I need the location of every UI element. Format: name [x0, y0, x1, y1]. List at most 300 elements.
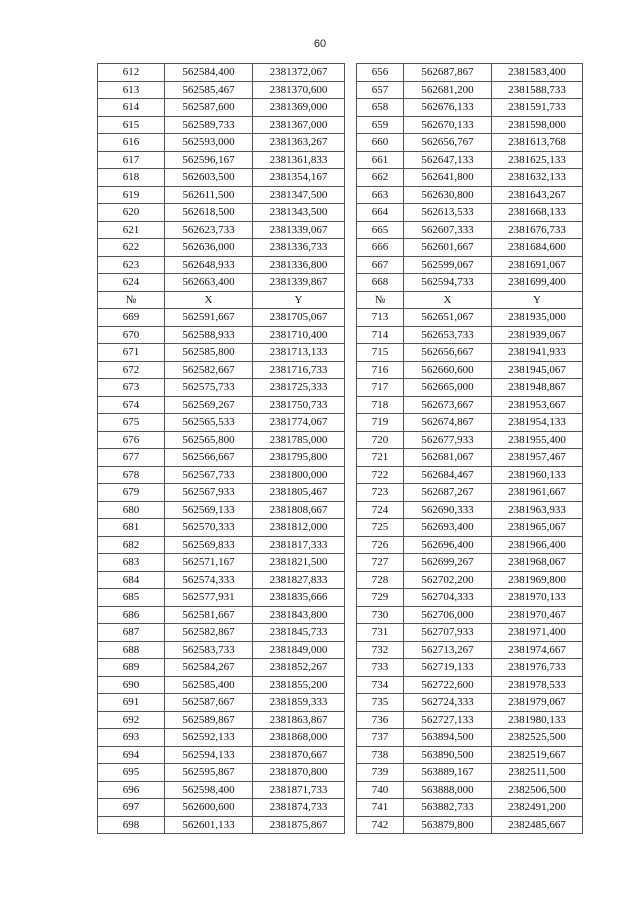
page-number: 60	[313, 38, 327, 50]
point-number-cell: 698	[98, 816, 165, 834]
point-number-cell: 730	[357, 606, 404, 624]
y-coordinate-cell: 2381800,000	[253, 466, 345, 484]
point-number-cell: 667	[357, 256, 404, 274]
table-row	[357, 396, 583, 414]
point-number-cell: 692	[98, 711, 165, 729]
point-number-cell: 687	[98, 624, 165, 642]
y-coordinate-cell: 2381699,400	[492, 274, 583, 292]
point-number-cell: 677	[98, 449, 165, 467]
point-number-cell: 678	[98, 466, 165, 484]
y-coordinate-cell: 2381676,733	[492, 221, 583, 239]
x-coordinate-cell: 562584,400	[165, 64, 253, 82]
y-coordinate-cell: 2381870,800	[253, 764, 345, 782]
point-number-cell: 724	[357, 501, 404, 519]
y-coordinate-cell: 2381367,000	[253, 116, 345, 134]
x-coordinate-cell: 562681,067	[404, 449, 492, 467]
point-number-cell: 685	[98, 589, 165, 607]
point-number-cell: 669	[98, 309, 165, 327]
point-number-cell: 673	[98, 379, 165, 397]
table-row	[98, 116, 345, 134]
table-row	[98, 466, 345, 484]
x-coordinate-cell: 562653,733	[404, 326, 492, 344]
point-number-cell: 657	[357, 81, 404, 99]
y-coordinate-cell: 2381965,067	[492, 519, 583, 537]
y-coordinate-cell: 2381725,333	[253, 379, 345, 397]
x-coordinate-cell: 562673,667	[404, 396, 492, 414]
x-coordinate-cell: 562613,533	[404, 204, 492, 222]
table-row	[98, 379, 345, 397]
x-coordinate-cell: 562570,333	[165, 519, 253, 537]
x-coordinate-cell: 562687,867	[404, 64, 492, 82]
table-row	[98, 239, 345, 257]
table-row	[357, 694, 583, 712]
table-row	[357, 326, 583, 344]
y-coordinate-cell: 2381684,600	[492, 239, 583, 257]
x-coordinate-cell: 562660,600	[404, 361, 492, 379]
x-coordinate-cell: 562569,267	[165, 396, 253, 414]
table-row	[357, 484, 583, 502]
y-coordinate-cell: 2381874,733	[253, 799, 345, 817]
y-coordinate-cell: 2381336,800	[253, 256, 345, 274]
table-row	[98, 256, 345, 274]
x-coordinate-cell: 562684,467	[404, 466, 492, 484]
point-number-cell: 726	[357, 536, 404, 554]
y-coordinate-cell: 2381805,467	[253, 484, 345, 502]
y-coordinate-cell: 2381713,133	[253, 344, 345, 362]
point-number-cell: 733	[357, 659, 404, 677]
x-coordinate-cell: 562713,267	[404, 641, 492, 659]
table-row	[357, 361, 583, 379]
coordinates-tables	[97, 63, 583, 834]
table-row	[98, 344, 345, 362]
x-coordinate-cell: 562603,500	[165, 169, 253, 187]
y-coordinate-cell: 2381363,267	[253, 134, 345, 152]
x-coordinate-cell: 562582,667	[165, 361, 253, 379]
table-row	[357, 536, 583, 554]
table-row	[98, 606, 345, 624]
y-coordinate-cell: 2381774,067	[253, 414, 345, 432]
x-coordinate-cell: 562690,333	[404, 501, 492, 519]
y-coordinate-cell: 2381369,000	[253, 99, 345, 117]
x-coordinate-cell: 562577,931	[165, 589, 253, 607]
y-coordinate-cell: 2381871,733	[253, 781, 345, 799]
table-row	[98, 449, 345, 467]
table-row	[357, 554, 583, 572]
y-coordinate-cell: 2381613,768	[492, 134, 583, 152]
y-coordinate-cell: 2381868,000	[253, 729, 345, 747]
table-row	[98, 624, 345, 642]
table-row	[357, 344, 583, 362]
y-coordinate-cell: 2381835,666	[253, 589, 345, 607]
x-coordinate-cell: 562581,667	[165, 606, 253, 624]
table-row	[98, 151, 345, 169]
table-row	[98, 309, 345, 327]
table-row	[98, 186, 345, 204]
x-coordinate-cell: 562693,400	[404, 519, 492, 537]
y-coordinate-cell: 2381955,400	[492, 431, 583, 449]
y-coordinate-cell: 2381945,067	[492, 361, 583, 379]
point-number-cell: 727	[357, 554, 404, 572]
table-row	[357, 729, 583, 747]
point-number-cell: 681	[98, 519, 165, 537]
x-coordinate-cell: 562574,333	[165, 571, 253, 589]
point-number-cell: 713	[357, 309, 404, 327]
y-coordinate-cell: 2381795,800	[253, 449, 345, 467]
x-coordinate-cell: 562641,800	[404, 169, 492, 187]
point-number-cell: 676	[98, 431, 165, 449]
point-number-cell: 740	[357, 781, 404, 799]
x-coordinate-cell: 562589,867	[165, 711, 253, 729]
table-row	[98, 711, 345, 729]
point-number-cell: 621	[98, 221, 165, 239]
point-number-cell: 663	[357, 186, 404, 204]
point-number-cell: 680	[98, 501, 165, 519]
point-number-cell: 617	[98, 151, 165, 169]
y-coordinate-cell: 2381591,733	[492, 99, 583, 117]
y-coordinate-cell: 2381948,867	[492, 379, 583, 397]
y-coordinate-cell: 2381361,833	[253, 151, 345, 169]
y-coordinate-cell: 2381583,400	[492, 64, 583, 82]
point-number-cell: 717	[357, 379, 404, 397]
y-coordinate-cell: 2381859,333	[253, 694, 345, 712]
table-header-row	[98, 291, 345, 309]
table-row	[98, 799, 345, 817]
point-number-cell: 735	[357, 694, 404, 712]
table-row	[98, 519, 345, 537]
y-coordinate-cell: 2381970,467	[492, 606, 583, 624]
y-coordinate-cell: 2381588,733	[492, 81, 583, 99]
x-coordinate-cell: 562589,733	[165, 116, 253, 134]
table-row	[98, 729, 345, 747]
x-coordinate-cell: 562676,133	[404, 99, 492, 117]
x-coordinate-cell: 562591,667	[165, 309, 253, 327]
point-number-cell: 672	[98, 361, 165, 379]
point-number-cell: 741	[357, 799, 404, 817]
y-coordinate-cell: 2381852,267	[253, 659, 345, 677]
y-coordinate-cell: 2381817,333	[253, 536, 345, 554]
x-coordinate-cell: 562601,667	[404, 239, 492, 257]
point-number-cell: 739	[357, 764, 404, 782]
y-coordinate-cell: 2381843,800	[253, 606, 345, 624]
table-row	[357, 816, 583, 834]
y-coordinate-cell: 2382491,200	[492, 799, 583, 817]
y-coordinate-cell: 2381625,133	[492, 151, 583, 169]
x-coordinate-cell: 562594,133	[165, 746, 253, 764]
point-number-cell: 658	[357, 99, 404, 117]
y-coordinate-cell: 2381954,133	[492, 414, 583, 432]
y-coordinate-cell: 2381845,733	[253, 624, 345, 642]
point-number-cell: 613	[98, 81, 165, 99]
table-row	[98, 99, 345, 117]
y-coordinate-cell: 2381849,000	[253, 641, 345, 659]
table-row	[357, 519, 583, 537]
y-coordinate-cell: 2381957,467	[492, 449, 583, 467]
x-coordinate-cell: 562630,800	[404, 186, 492, 204]
y-coordinate-cell: 2382511,500	[492, 764, 583, 782]
table-row	[98, 764, 345, 782]
point-number-cell: 723	[357, 484, 404, 502]
table-row	[357, 781, 583, 799]
table-row	[357, 151, 583, 169]
y-coordinate-cell: 2381354,167	[253, 169, 345, 187]
point-number-cell: 732	[357, 641, 404, 659]
point-number-cell: 659	[357, 116, 404, 134]
x-coordinate-cell: 562571,167	[165, 554, 253, 572]
table-row	[98, 431, 345, 449]
y-coordinate-cell: 2381870,667	[253, 746, 345, 764]
y-coordinate-cell: 2381863,867	[253, 711, 345, 729]
table-row	[357, 501, 583, 519]
y-coordinate-cell: 2381968,067	[492, 554, 583, 572]
point-number-cell: 616	[98, 134, 165, 152]
y-coordinate-cell: 2381978,533	[492, 676, 583, 694]
table-row	[357, 379, 583, 397]
point-number-cell: 666	[357, 239, 404, 257]
point-number-cell: 675	[98, 414, 165, 432]
point-number-cell: 670	[98, 326, 165, 344]
x-coordinate-cell: 562587,600	[165, 99, 253, 117]
point-number-cell: 660	[357, 134, 404, 152]
y-coordinate-cell: 2381710,400	[253, 326, 345, 344]
point-number-cell: 742	[357, 816, 404, 834]
point-number-cell: 731	[357, 624, 404, 642]
x-coordinate-cell: 562582,867	[165, 624, 253, 642]
x-coordinate-cell: 562595,867	[165, 764, 253, 782]
x-coordinate-cell: 562719,133	[404, 659, 492, 677]
x-coordinate-cell: 563889,167	[404, 764, 492, 782]
point-number-cell: 695	[98, 764, 165, 782]
x-coordinate-cell: 562599,067	[404, 256, 492, 274]
x-coordinate-cell: 562569,133	[165, 501, 253, 519]
table-row	[357, 799, 583, 817]
x-coordinate-cell: 562585,467	[165, 81, 253, 99]
point-number-cell: 615	[98, 116, 165, 134]
table-row	[98, 204, 345, 222]
y-coordinate-cell: 2381855,200	[253, 676, 345, 694]
table-row	[98, 484, 345, 502]
x-coordinate-cell: 562677,933	[404, 431, 492, 449]
x-coordinate-cell: 562584,267	[165, 659, 253, 677]
point-number-cell: 668	[357, 274, 404, 292]
y-coordinate-cell: 2381941,933	[492, 344, 583, 362]
x-coordinate-cell: 562656,667	[404, 344, 492, 362]
x-coordinate-cell: 562593,000	[165, 134, 253, 152]
point-number-cell: 734	[357, 676, 404, 694]
y-coordinate-cell: 2381966,400	[492, 536, 583, 554]
table-row	[98, 396, 345, 414]
point-number-cell: 671	[98, 344, 165, 362]
point-number-cell: №	[98, 291, 165, 309]
point-number-cell: 718	[357, 396, 404, 414]
table-row	[98, 274, 345, 292]
x-coordinate-cell: 562565,533	[165, 414, 253, 432]
y-coordinate-cell: 2381785,000	[253, 431, 345, 449]
y-coordinate-cell: Y	[492, 291, 583, 309]
table-row	[98, 536, 345, 554]
table-row	[98, 221, 345, 239]
table-row	[357, 659, 583, 677]
point-number-cell: 722	[357, 466, 404, 484]
point-number-cell: 622	[98, 239, 165, 257]
point-number-cell: 714	[357, 326, 404, 344]
y-coordinate-cell: 2382519,667	[492, 746, 583, 764]
table-row	[98, 414, 345, 432]
table-row	[98, 589, 345, 607]
y-coordinate-cell: 2381343,500	[253, 204, 345, 222]
table-row	[357, 81, 583, 99]
y-coordinate-cell: 2381935,000	[492, 309, 583, 327]
x-coordinate-cell: 562601,133	[165, 816, 253, 834]
y-coordinate-cell: 2381961,667	[492, 484, 583, 502]
x-coordinate-cell: 563894,500	[404, 729, 492, 747]
table-row	[98, 169, 345, 187]
table-row	[357, 64, 583, 82]
coordinates-table-left	[97, 63, 345, 834]
x-coordinate-cell: 562647,133	[404, 151, 492, 169]
x-coordinate-cell: 562681,200	[404, 81, 492, 99]
y-coordinate-cell: 2381971,400	[492, 624, 583, 642]
x-coordinate-cell: 562585,400	[165, 676, 253, 694]
table-row	[357, 466, 583, 484]
point-number-cell: 721	[357, 449, 404, 467]
point-number-cell: 716	[357, 361, 404, 379]
y-coordinate-cell: Y	[253, 291, 345, 309]
x-coordinate-cell: 562567,733	[165, 466, 253, 484]
table-row	[357, 204, 583, 222]
point-number-cell: 693	[98, 729, 165, 747]
table-row	[357, 256, 583, 274]
x-coordinate-cell: 562592,133	[165, 729, 253, 747]
point-number-cell: 682	[98, 536, 165, 554]
y-coordinate-cell: 2381370,600	[253, 81, 345, 99]
table-row	[357, 431, 583, 449]
x-coordinate-cell: 563890,500	[404, 746, 492, 764]
x-coordinate-cell: 562588,933	[165, 326, 253, 344]
point-number-cell: 661	[357, 151, 404, 169]
y-coordinate-cell: 2381953,667	[492, 396, 583, 414]
y-coordinate-cell: 2381821,500	[253, 554, 345, 572]
y-coordinate-cell: 2381372,067	[253, 64, 345, 82]
x-coordinate-cell: 562607,333	[404, 221, 492, 239]
x-coordinate-cell: 562583,733	[165, 641, 253, 659]
x-coordinate-cell: 562706,000	[404, 606, 492, 624]
x-coordinate-cell: 562618,500	[165, 204, 253, 222]
x-coordinate-cell: 562724,333	[404, 694, 492, 712]
x-coordinate-cell: 562598,400	[165, 781, 253, 799]
table-row	[357, 134, 583, 152]
x-coordinate-cell: 562587,667	[165, 694, 253, 712]
table-row	[357, 764, 583, 782]
point-number-cell: 694	[98, 746, 165, 764]
y-coordinate-cell: 2381598,000	[492, 116, 583, 134]
y-coordinate-cell: 2381339,867	[253, 274, 345, 292]
x-coordinate-cell: 562600,600	[165, 799, 253, 817]
x-coordinate-cell: 562565,800	[165, 431, 253, 449]
table-row	[357, 449, 583, 467]
point-number-cell: 697	[98, 799, 165, 817]
table-row	[357, 606, 583, 624]
x-coordinate-cell: 562687,267	[404, 484, 492, 502]
x-coordinate-cell: 562636,000	[165, 239, 253, 257]
point-number-cell: 736	[357, 711, 404, 729]
y-coordinate-cell: 2381976,733	[492, 659, 583, 677]
point-number-cell: 729	[357, 589, 404, 607]
y-coordinate-cell: 2381716,733	[253, 361, 345, 379]
point-number-cell: 684	[98, 571, 165, 589]
point-number-cell: 679	[98, 484, 165, 502]
table-row	[357, 589, 583, 607]
table-row	[357, 309, 583, 327]
point-number-cell: 662	[357, 169, 404, 187]
y-coordinate-cell: 2381974,667	[492, 641, 583, 659]
y-coordinate-cell: 2381339,067	[253, 221, 345, 239]
table-row	[357, 746, 583, 764]
x-coordinate-cell: X	[404, 291, 492, 309]
table-row	[98, 746, 345, 764]
point-number-cell: 618	[98, 169, 165, 187]
y-coordinate-cell: 2381979,067	[492, 694, 583, 712]
x-coordinate-cell: 562569,833	[165, 536, 253, 554]
x-coordinate-cell: 563879,800	[404, 816, 492, 834]
point-number-cell: 686	[98, 606, 165, 624]
table-row	[98, 659, 345, 677]
y-coordinate-cell: 2381336,733	[253, 239, 345, 257]
table-row	[357, 116, 583, 134]
point-number-cell: 691	[98, 694, 165, 712]
table-row	[98, 571, 345, 589]
x-coordinate-cell: 562566,667	[165, 449, 253, 467]
y-coordinate-cell: 2381750,733	[253, 396, 345, 414]
y-coordinate-cell: 2381347,500	[253, 186, 345, 204]
y-coordinate-cell: 2381960,133	[492, 466, 583, 484]
y-coordinate-cell: 2381827,833	[253, 571, 345, 589]
x-coordinate-cell: 562707,933	[404, 624, 492, 642]
y-coordinate-cell: 2382506,500	[492, 781, 583, 799]
point-number-cell: 696	[98, 781, 165, 799]
table-row	[98, 676, 345, 694]
x-coordinate-cell: 562656,767	[404, 134, 492, 152]
table-row	[357, 239, 583, 257]
y-coordinate-cell: 2381969,800	[492, 571, 583, 589]
y-coordinate-cell: 2381875,867	[253, 816, 345, 834]
x-coordinate-cell: 563888,000	[404, 781, 492, 799]
point-number-cell: 738	[357, 746, 404, 764]
table-row	[357, 624, 583, 642]
table-row	[98, 64, 345, 82]
x-coordinate-cell: 562722,600	[404, 676, 492, 694]
point-number-cell: №	[357, 291, 404, 309]
table-row	[98, 781, 345, 799]
point-number-cell: 656	[357, 64, 404, 82]
x-coordinate-cell: 562699,267	[404, 554, 492, 572]
point-number-cell: 737	[357, 729, 404, 747]
table-row	[98, 816, 345, 834]
x-coordinate-cell: 562596,167	[165, 151, 253, 169]
table-row	[357, 641, 583, 659]
y-coordinate-cell: 2381808,667	[253, 501, 345, 519]
point-number-cell: 715	[357, 344, 404, 362]
point-number-cell: 725	[357, 519, 404, 537]
table-row	[98, 694, 345, 712]
point-number-cell: 620	[98, 204, 165, 222]
table-row	[357, 169, 583, 187]
y-coordinate-cell: 2382525,500	[492, 729, 583, 747]
table-row	[98, 134, 345, 152]
point-number-cell: 614	[98, 99, 165, 117]
x-coordinate-cell: 562663,400	[165, 274, 253, 292]
table-row	[357, 221, 583, 239]
x-coordinate-cell: 562585,800	[165, 344, 253, 362]
